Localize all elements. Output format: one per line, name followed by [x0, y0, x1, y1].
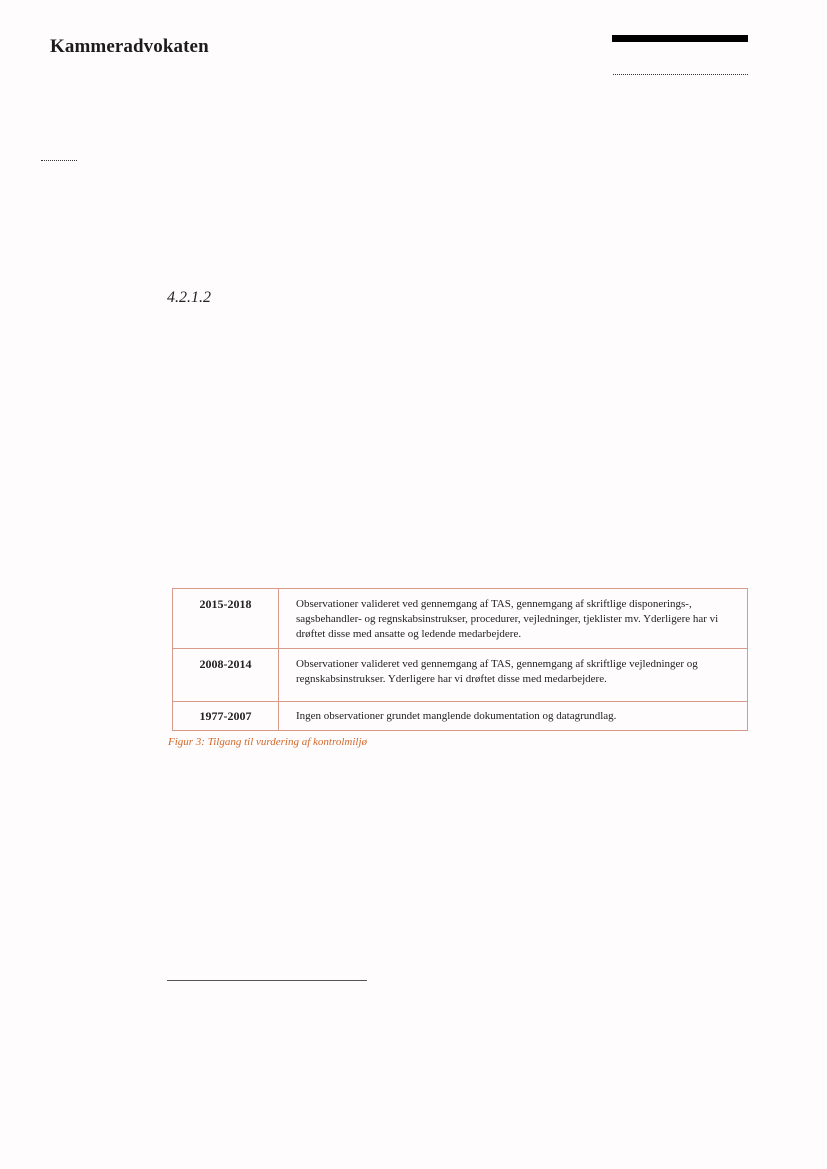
brand-logo-text: Kammeradvokaten: [50, 36, 209, 57]
header-accent-bar: [612, 35, 748, 42]
margin-dotted-rule: [41, 160, 77, 161]
description-cell: Observationer valideret ved gennemgang af TAS, gennemgang af skriftlige disponerings-, sagsbehandler- og regnskabsinstrukser, procedurer, vejledninger, tjeklister mv. Yderligere har vi drøftet disse med ansatte og ledende medarbejdere.: [279, 589, 748, 649]
description-cell: Observationer valideret ved gennemgang af TAS, gennemgang af skriftlige vejledninger og regnskabsinstrukser. Yderligere har vi drøftet disse med medarbejdere.: [279, 649, 748, 702]
table-row: [173, 589, 748, 649]
figure-caption: Figur 3: Tilgang til vurdering af kontrolmiljø: [168, 736, 368, 748]
control-environment-table: [172, 588, 748, 731]
description-cell: Ingen observationer grundet manglende dokumentation og datagrundlag.: [279, 702, 748, 731]
table-row: [173, 649, 748, 702]
footnote-separator: [167, 980, 367, 981]
period-cell: 1977-2007: [173, 702, 279, 731]
header-dotted-rule: [613, 74, 748, 75]
period-cell: 2015-2018: [173, 589, 279, 649]
period-cell: 2008-2014: [173, 649, 279, 702]
section-number: 4.2.1.2: [167, 289, 211, 306]
table-row: [173, 702, 748, 731]
